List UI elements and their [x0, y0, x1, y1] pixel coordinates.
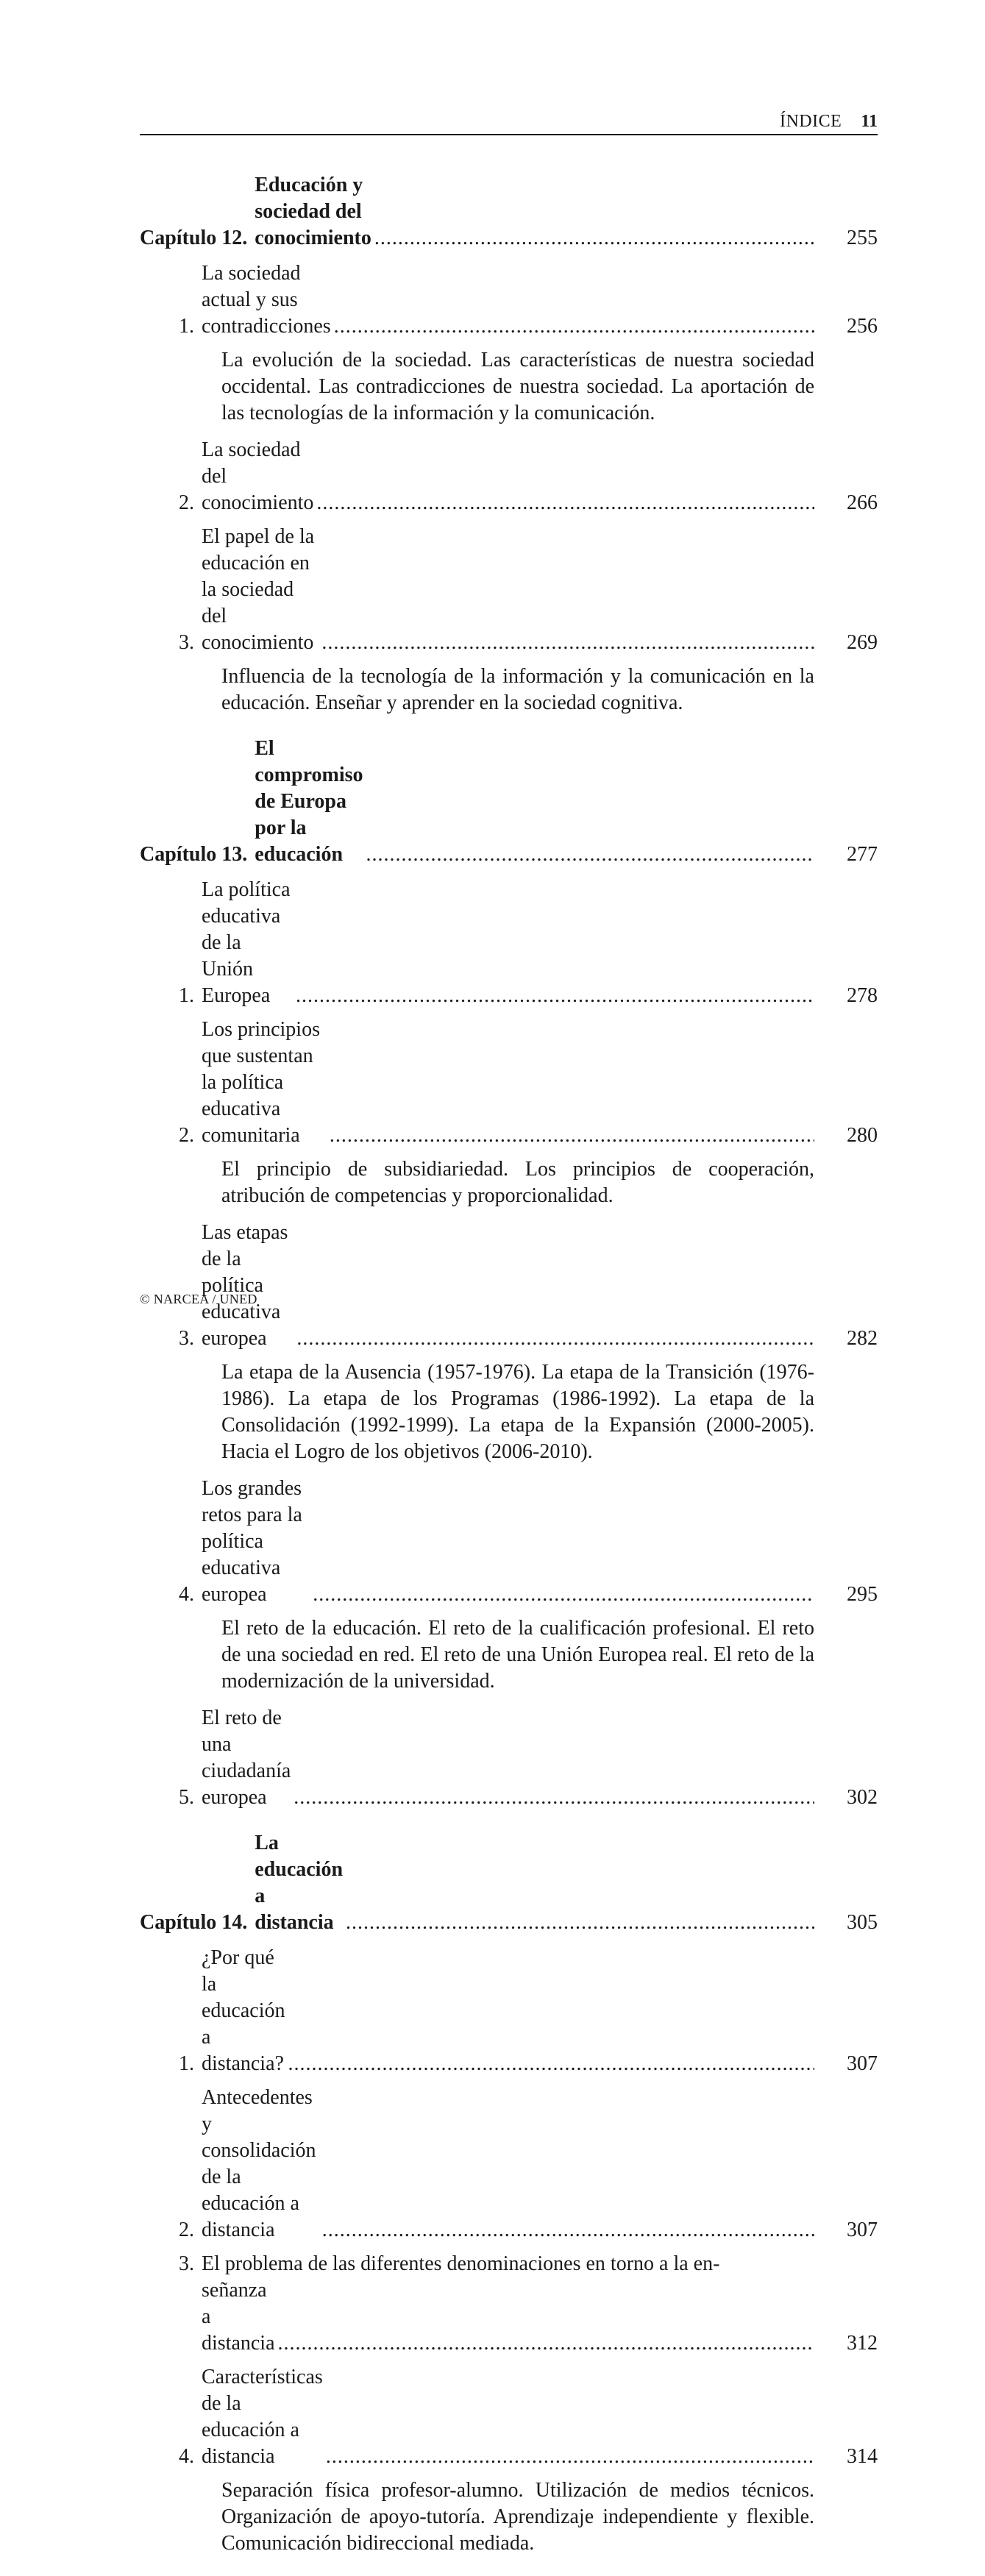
toc-entry[interactable] [140, 2364, 878, 2470]
section-title: Antecedentes y consolidación de la educación a distancia [202, 2086, 316, 2241]
dot-leader [326, 2444, 814, 2470]
toc-entry[interactable] [140, 1017, 878, 1149]
section-number: 2. [179, 2219, 194, 2241]
page-number: 256 [847, 315, 878, 338]
chapter-label: Capítulo 14. [140, 1911, 248, 1934]
dot-leader [296, 983, 814, 1009]
dot-leader [322, 2217, 814, 2244]
page-number: 269 [847, 631, 878, 654]
page-number: 295 [847, 1583, 878, 1606]
page-number: 278 [847, 984, 878, 1007]
page-number: 307 [847, 2219, 878, 2241]
header-page-number: 11 [861, 112, 878, 131]
running-header [140, 112, 878, 135]
toc-entry[interactable] [140, 1945, 878, 2077]
section-title: La política educativa de la Unión Europea [202, 878, 291, 1007]
chapter-label: Capítulo 13. [140, 843, 248, 866]
dot-leader [313, 1581, 814, 1608]
section-title: ¿Por qué la educación a distancia? [202, 1946, 285, 2075]
chapter-13 [140, 736, 878, 1811]
dot-leader [278, 2330, 814, 2357]
section-number: 2. [179, 491, 194, 514]
page-number: 277 [847, 843, 878, 866]
page-number: 305 [847, 1911, 878, 1934]
dot-leader [296, 1326, 814, 1352]
section-number: 4. [179, 2445, 194, 2468]
dot-leader [366, 842, 814, 868]
section-title: Los grandes retos para la política educativa europea [202, 1477, 302, 1606]
chapter-label: Capítulo 12. [140, 227, 248, 249]
section-description: El principio de subsidiariedad. Los principios de cooperación, atribución de competencias y proporcionalidad. [221, 1158, 814, 1207]
section-description: La etapa de la Ausencia (1957-1976). La etapa de la Transición (1976-1986). La etapa de los Programas (1986-1992). La etapa de la Consolidación (1992-1999). La etapa de la Expansión (2000-2005). Hacia el Logro de los objetivos (2006-2010). [221, 1361, 814, 1463]
toc-entry[interactable] [140, 2085, 878, 2244]
section-title: Características de la educación a distancia [202, 2366, 323, 2468]
page-number: 282 [847, 1327, 878, 1350]
section-number: 1. [179, 984, 194, 1007]
dot-leader [374, 225, 814, 252]
section-number: 1. [179, 315, 194, 338]
section-description: El reto de la educación. El reto de la cualificación profesional. El reto de una sociedad en red. El reto de una Unión Europea real. El reto de la modernización de la universidad. [221, 1617, 814, 1693]
page-number: 266 [847, 491, 878, 514]
section-title: El reto de una ciudadanía europea [202, 1707, 291, 1809]
dot-leader [288, 2051, 814, 2077]
section-number: 3. [179, 2252, 194, 2275]
page-number: 255 [847, 227, 878, 249]
dot-leader [294, 1785, 814, 1811]
chapter-title: Educación y sociedad del conocimiento [255, 174, 371, 249]
chapter-title: La educación a distancia [255, 1832, 344, 1934]
section-title-line-2: señanza a distancia [202, 2279, 275, 2355]
chapter-14 [140, 1830, 878, 2557]
toc-entry[interactable] [140, 524, 878, 656]
copyright-footer: © NARCEA / UNED [140, 1292, 257, 1306]
dot-leader [321, 630, 814, 656]
chapter-heading[interactable] [140, 172, 878, 252]
toc-entry[interactable] [140, 1476, 878, 1608]
page-number: 312 [847, 2332, 878, 2355]
page-number: 302 [847, 1786, 878, 1809]
chapter-title: El compromiso de Europa por la educación [255, 737, 363, 866]
section-number: 3. [179, 1327, 194, 1350]
toc-entry[interactable] [140, 1220, 878, 1352]
section-title: El papel de la educación en la sociedad del conocimiento [202, 525, 315, 654]
page-number: 314 [847, 2445, 878, 2468]
section-description: La evolución de la sociedad. Las características de nuestra sociedad occidental. Las contradicciones de nuestra sociedad. La aportación de las tecnologías de la información y la comunicación. [221, 349, 814, 424]
section-description: Separación física profesor-alumno. Utilización de medios técnicos. Organización de apoyo-tutoría. Aprendizaje independiente y flexible. Comunicación bidireccional mediada. [221, 2479, 814, 2555]
chapter-heading[interactable] [140, 736, 878, 868]
dot-leader [346, 1910, 814, 1936]
dot-leader [330, 1122, 814, 1149]
toc-entry[interactable] [140, 260, 878, 340]
toc-entry[interactable] [140, 877, 878, 1009]
dot-leader [316, 490, 814, 516]
toc-entry[interactable] [140, 2251, 878, 2357]
section-title: La sociedad del conocimiento [202, 438, 314, 514]
toc-entry[interactable] [140, 437, 878, 516]
section-number: 5. [179, 1786, 194, 1809]
page-number: 280 [847, 1124, 878, 1147]
section-title: La sociedad actual y sus contradicciones [202, 262, 331, 338]
header-right [780, 112, 878, 132]
header-section-label: ÍNDICE [779, 112, 842, 131]
section-number: 4. [179, 1583, 194, 1606]
section-title: Las etapas de la política educativa europea [202, 1221, 288, 1350]
section-number: 2. [179, 1124, 194, 1147]
section-title-line-1: El problema de las diferentes denominaciones en torno a la en- [202, 2252, 720, 2275]
chapter-12 [140, 172, 878, 716]
section-number: 1. [179, 2052, 194, 2075]
section-description: Influencia de la tecnología de la información y la comunicación en la educación. Enseñar y aprender en la sociedad cognitiva. [221, 665, 814, 714]
dot-leader [334, 313, 814, 340]
section-number: 3. [179, 631, 194, 654]
toc-entry[interactable] [140, 1705, 878, 1811]
page-number: 307 [847, 2052, 878, 2075]
section-title: Los principios que sustentan la política educativa comunitaria [202, 1018, 320, 1147]
table-of-contents [140, 172, 878, 2576]
chapter-heading[interactable] [140, 1830, 878, 1936]
